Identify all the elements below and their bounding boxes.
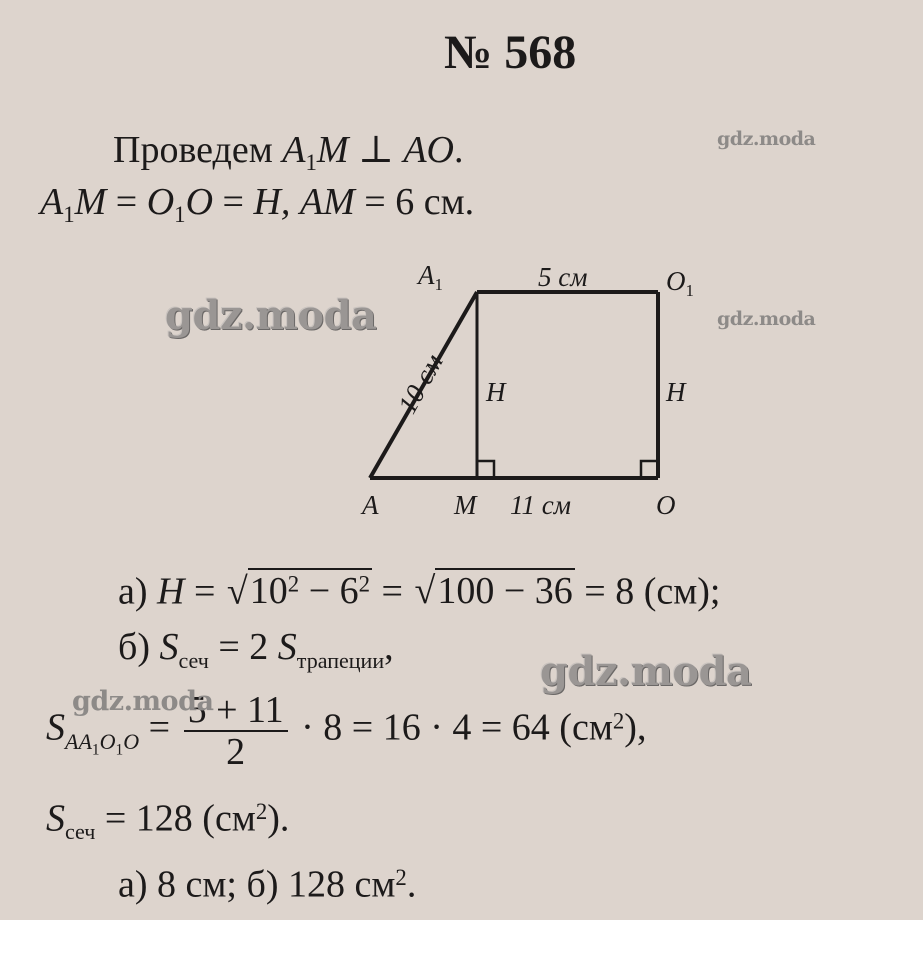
line-construct-prefix: Проведем [113, 129, 273, 171]
label-h-right: H [666, 377, 686, 407]
watermark-left-large: gdz.moda [165, 292, 377, 339]
watermark-right-large: gdz.moda [540, 648, 752, 695]
fraction-numerator: 5 + 11 [184, 690, 288, 732]
right-angle-m [477, 461, 494, 478]
sqrt-2: √100 − 36 [414, 570, 573, 613]
label-o1: $O_1$ [666, 266, 694, 300]
label-o: O [656, 490, 676, 520]
watermark-top: gdz.moda [717, 128, 816, 150]
fraction-denominator: 2 [226, 731, 246, 773]
line-trap-area: $S_{AA_1O_1O}$ = $\frac{5 + 11}{2}$ · 8 = 16 · 4 = 64 $(см^2)$, [46, 689, 647, 773]
trap-rest: · 8 = 16 · 4 = 64 (см [301, 706, 613, 749]
label-side-length: 10 см [391, 348, 449, 419]
s-sub-trap: трапеции [296, 647, 385, 673]
label-m: M [454, 490, 477, 520]
label-top-length: 5 см [538, 262, 588, 292]
sqrt-1: $√10^2 - 6^2$ [226, 570, 371, 613]
am-symbol: AM [299, 181, 355, 223]
label-h-left: H [486, 377, 506, 407]
line-answer-s: б) $S_{сеч} = 2$ $S_{трапеции}$, [118, 626, 394, 673]
answer-a-label: а) [118, 570, 148, 613]
h-value: H, [253, 181, 291, 223]
line-equalities: $A_1M = O_1O = H$, AM = 6 см. [40, 181, 475, 227]
watermark-bottom-left: gdz.moda [72, 686, 214, 717]
sech-value: = 128 (см [104, 797, 256, 840]
label-a1: $A_1$ [418, 260, 443, 294]
line-sech-result: $S_{сеч} = 128$ $(см^2)$. [46, 797, 290, 845]
answer-b-label: б) [118, 626, 150, 668]
line-construct: Проведем $A_1M$ ⊥ AO. [113, 129, 464, 175]
trapezoid-diagram [340, 258, 720, 528]
label-a: A [362, 490, 379, 520]
watermark-mid: gdz.moda [717, 308, 816, 330]
problem-number: № 568 [444, 26, 577, 79]
final-answer: а) 8 см; б) 128 см [118, 863, 396, 906]
label-bottom-length: 11 см [510, 490, 571, 520]
eq-sign: = [115, 181, 138, 223]
am-value: = 6 см. [364, 181, 475, 223]
right-angle-o [641, 461, 658, 478]
h-result: = 8 (см); [584, 570, 721, 613]
s-factor: = 2 [218, 626, 269, 668]
line-answer-h: а) $H = √10^2 - 6^2 = √100 - 36 = 8$ (см); [118, 563, 720, 613]
s-sub-sech: сеч [178, 647, 209, 673]
line-final-answer: а) 8 см; б) 128 $см^2$. [118, 863, 417, 906]
